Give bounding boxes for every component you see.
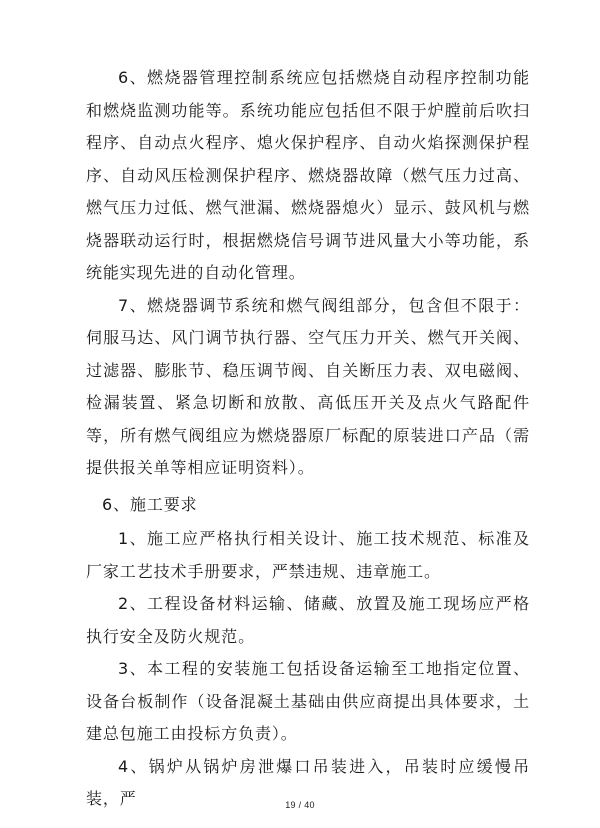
paragraph-burner-management: 6、燃烧器管理控制系统应包括燃烧自动程序控制功能和燃烧监测功能等。系统功能应包括但不限于炉膛前后吹扫程序、自动点火程序、熄火保护程序、自动火焰探测保护程序、自动风压检测保护程序、燃烧器故障（燃气压力过高、燃气压力过低、燃气泄漏、燃烧器熄火）显示、鼓风机与燃烧器联动运行时，根据燃烧信号调节进风量大小等功能，系统能实现先进的自动化管理。 xyxy=(86,68,530,282)
paragraph-construction-4: 4、锅炉从锅炉房泄爆口吊装进入，吊装时应缓慢吊装，严 xyxy=(86,756,530,808)
section-heading: 6、施工要求 xyxy=(102,494,198,514)
paragraph-construction-2: 2、工程设备材料运输、储藏、放置及施工现场应严格执行安全及防火规范。 xyxy=(86,594,530,646)
document-body xyxy=(86,62,530,816)
paragraph-construction-1: 1、施工应严格执行相关设计、施工技术规范、标准及厂家工艺技术手册要求，严禁违规、违章施工。 xyxy=(86,529,530,581)
paragraph-construction-3: 3、本工程的安装施工包括设备运输至工地指定位置、设备台板制作（设备混凝土基础由供应商提出具体要求，土建总包施工由投标方负责）。 xyxy=(86,659,530,743)
page-number: 19 / 40 xyxy=(285,800,315,810)
paragraph-burner-regulation: 7、燃烧器调节系统和燃气阀组部分，包含但不限于：伺服马达、风门调节执行器、空气压力开关、燃气开关阀、过滤器、膨胀节、稳压调节阀、自关断压力表、双电磁阀、检漏装置、紧急切断和放散、高低压开关及点火气路配件等，所有燃气阀组应为燃烧器原厂标配的原装进口产品（需提供报关单等相应证明资料）。 xyxy=(86,295,530,477)
